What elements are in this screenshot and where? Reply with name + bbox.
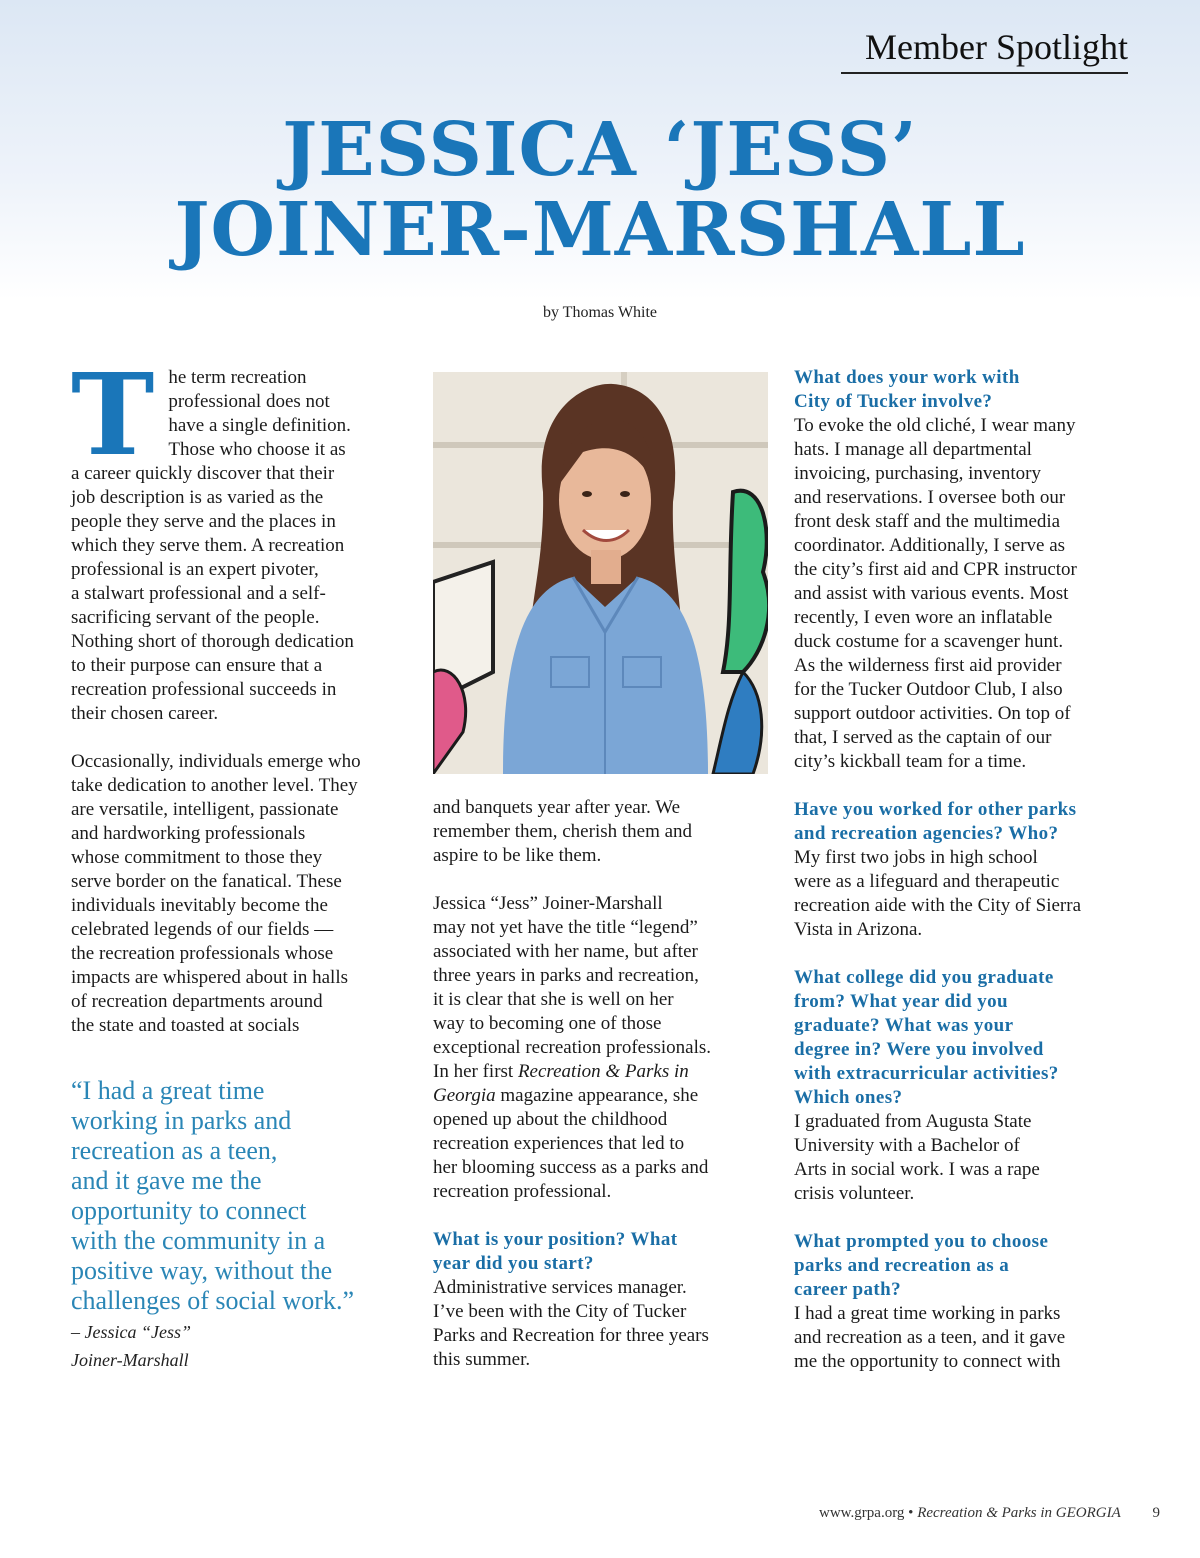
text-line: exceptional recreation professionals. (433, 1037, 712, 1058)
text-line: a career quickly discover that their (71, 463, 335, 484)
text-line: Joiner-Marshall (71, 1350, 189, 1370)
text-line: – Jessica “Jess” (71, 1322, 191, 1342)
text-line: recreation professional. (433, 1181, 612, 1202)
portrait-photo (433, 372, 768, 774)
magazine-title-part-2: Georgia (433, 1085, 496, 1106)
text-line: and it gave me the (71, 1166, 262, 1195)
column-2 (433, 796, 773, 1372)
text-line: degree in? Were you involved (794, 1039, 1044, 1060)
text-line: may not yet have the title “legend” (433, 917, 698, 938)
text-line: support outdoor activities. On top of (794, 703, 1071, 724)
text-line: sacrificing servant of the people. (71, 607, 320, 628)
text-line: serve border on the fanatical. These (71, 871, 342, 892)
text-line: aspire to be like them. (433, 845, 602, 866)
text-line: their chosen career. (71, 703, 219, 724)
column-2-paragraph-2-tail (433, 1109, 708, 1202)
text-line: University with a Bachelor of (794, 1135, 1020, 1156)
text-line: invoicing, purchasing, inventory (794, 463, 1041, 484)
text-line: Those who choose it as (168, 439, 346, 460)
text-line: career path? (794, 1279, 901, 1300)
text-line: with extracurricular activities? (794, 1063, 1059, 1084)
text-line: recreation as a teen, (71, 1136, 278, 1165)
text-line: recently, I even wore an inflatable (794, 607, 1053, 628)
text-line: that, I served as the captain of our (794, 727, 1052, 748)
text-line: and recreation as a teen, and it gave (794, 1327, 1066, 1348)
question-position (433, 1228, 773, 1276)
byline: by Thomas White (542, 304, 658, 321)
text-line: duck costume for a scavenger hunt. (794, 631, 1064, 652)
text-line: Jessica “Jess” Joiner-Marshall (433, 893, 663, 914)
column-3 (794, 366, 1134, 1374)
answer-career-path (794, 1302, 1134, 1374)
text-line: hats. I manage all departmental (794, 439, 1032, 460)
text-line: which they serve them. A recreation (71, 535, 345, 556)
text-line: I had a great time working in parks (794, 1303, 1061, 1324)
question-college (794, 966, 1134, 1110)
text-line: it is clear that she is well on her (433, 989, 674, 1010)
text-line: As the wilderness first aid provider (794, 655, 1062, 676)
text-line: and assist with various events. Most (794, 583, 1069, 604)
text-line: Which ones? (794, 1087, 903, 1108)
question-other-agencies (794, 798, 1134, 846)
text-line: are versatile, intelligent, passionate (71, 799, 339, 820)
text-line: My first two jobs in high school (794, 847, 1038, 868)
text-line: Occasionally, individuals emerge who (71, 751, 361, 772)
text-line: recreation experiences that led to (433, 1133, 685, 1154)
text-line: What is your position? What (433, 1229, 678, 1250)
text-line: individuals inevitably become the (71, 895, 328, 916)
column-2-paragraph-2 (433, 892, 773, 1204)
article-title (0, 107, 1200, 273)
text-line: take dedication to another level. They (71, 775, 358, 796)
text-line: Vista in Arizona. (794, 919, 923, 940)
text-line: recreation aide with the City of Sierra (794, 895, 1082, 916)
text-line: professional is an expert pivoter, (71, 559, 319, 580)
text-line: Arts in social work. I was a rape (794, 1159, 1040, 1180)
text-line: he term recreation (168, 367, 307, 388)
text-line: impacts are whispered about in halls (71, 967, 349, 988)
page-footer (819, 1505, 1160, 1522)
pull-quote-attribution (71, 1318, 191, 1374)
question-career-path (794, 1230, 1134, 1302)
text-line: What college did you graduate (794, 967, 1054, 988)
title-line-2: JOINER-MARSHALL (174, 187, 1026, 273)
text-line: year did you start? (433, 1253, 594, 1274)
text-line: her blooming success as a parks and (433, 1157, 709, 1178)
footer-url: www.grpa.org (819, 1505, 905, 1521)
text-line: Administrative services manager. (433, 1277, 687, 1298)
text-line: What prompted you to choose (794, 1231, 1049, 1252)
text-line: city’s kickball team for a time. (794, 751, 1027, 772)
text-line: “I had a great time (71, 1076, 265, 1105)
text-line: celebrated legends of our fields — (71, 919, 334, 940)
text-line: to their purpose can ensure that a (71, 655, 323, 676)
portrait-illustration (433, 372, 768, 774)
text-line: associated with her name, but after (433, 941, 698, 962)
text-line: and banquets year after year. We (433, 797, 681, 818)
text-line: front desk staff and the multimedia (794, 511, 1061, 532)
column-2-paragraph-2-head (433, 893, 711, 1058)
text-line: coordinator. Additionally, I serve as (794, 535, 1066, 556)
text-line: Nothing short of thorough dedication (71, 631, 354, 652)
answer-other-agencies (794, 846, 1134, 942)
answer-college (794, 1110, 1134, 1206)
magazine-title-part-1: Recreation & Parks in (517, 1061, 689, 1082)
column-2-text-segment: In her first (433, 1061, 518, 1082)
answer-position (433, 1276, 773, 1372)
text-line: challenges of social work.” (71, 1286, 355, 1315)
text-line: graduate? What was your (794, 1015, 1014, 1036)
text-line: working in parks and (71, 1106, 292, 1135)
text-line: have a single definition. (168, 415, 351, 436)
text-line: way to becoming one of those (433, 1013, 662, 1034)
text-line: City of Tucker involve? (794, 391, 993, 412)
text-line: people they serve and the places in (71, 511, 336, 532)
text-line: the recreation professionals whose (71, 943, 334, 964)
text-line: the state and toasted at socials (71, 1015, 300, 1036)
intro-paragraph-2 (71, 750, 411, 1038)
text-line: Parks and Recreation for three years (433, 1325, 709, 1346)
question-work-involves (794, 366, 1134, 414)
column-2-paragraph-1 (433, 796, 773, 868)
text-line: of recreation departments around (71, 991, 323, 1012)
pull-quote (71, 1076, 391, 1316)
column-1 (71, 350, 411, 1038)
text-line: me the opportunity to connect with (794, 1351, 1061, 1372)
text-line: opportunity to connect (71, 1196, 307, 1225)
text-line: recreation professional succeeds in (71, 679, 337, 700)
text-line: crisis volunteer. (794, 1183, 915, 1204)
title-line-1: JESSICA ‘JESS’ (282, 107, 918, 193)
text-line: positive way, without the (71, 1256, 333, 1285)
text-line: the city’s first aid and CPR instructor (794, 559, 1077, 580)
text-line: professional does not (168, 391, 330, 412)
text-line: with the community in a (71, 1226, 326, 1255)
text-line: whose commitment to those they (71, 847, 323, 868)
text-line: remember them, cherish them and (433, 821, 693, 842)
page-number: 9 (1152, 1505, 1160, 1521)
text-line: three years in parks and recreation, (433, 965, 699, 986)
drop-cap: T (71, 350, 155, 481)
text-line: opened up about the childhood (433, 1109, 668, 1130)
column-2-text-segment: magazine appearance, she (495, 1085, 699, 1106)
text-line: and hardworking professionals (71, 823, 306, 844)
text-line: this summer. (433, 1349, 531, 1370)
footer-publication: Recreation & Parks in GEORGIA (917, 1505, 1121, 1521)
text-line: I graduated from Augusta State (794, 1111, 1032, 1132)
text-line: job description is as varied as the (71, 487, 324, 508)
answer-work-involves (794, 414, 1134, 774)
text-line: for the Tucker Outdoor Club, I also (794, 679, 1063, 700)
text-line: parks and recreation as a (794, 1255, 1010, 1276)
footer-bullet: • (908, 1505, 914, 1521)
text-line: I’ve been with the City of Tucker (433, 1301, 687, 1322)
text-line: and recreation agencies? Who? (794, 823, 1059, 844)
section-label: Member Spotlight (841, 26, 1128, 74)
text-line: What does your work with (794, 367, 1020, 388)
text-line: from? What year did you (794, 991, 1008, 1012)
text-line: were as a lifeguard and therapeutic (794, 871, 1060, 892)
text-line: a stalwart professional and a self- (71, 583, 326, 604)
text-line: and reservations. I oversee both our (794, 487, 1066, 508)
text-line: To evoke the old cliché, I wear many (794, 415, 1076, 436)
text-line: Have you worked for other parks (794, 799, 1077, 820)
